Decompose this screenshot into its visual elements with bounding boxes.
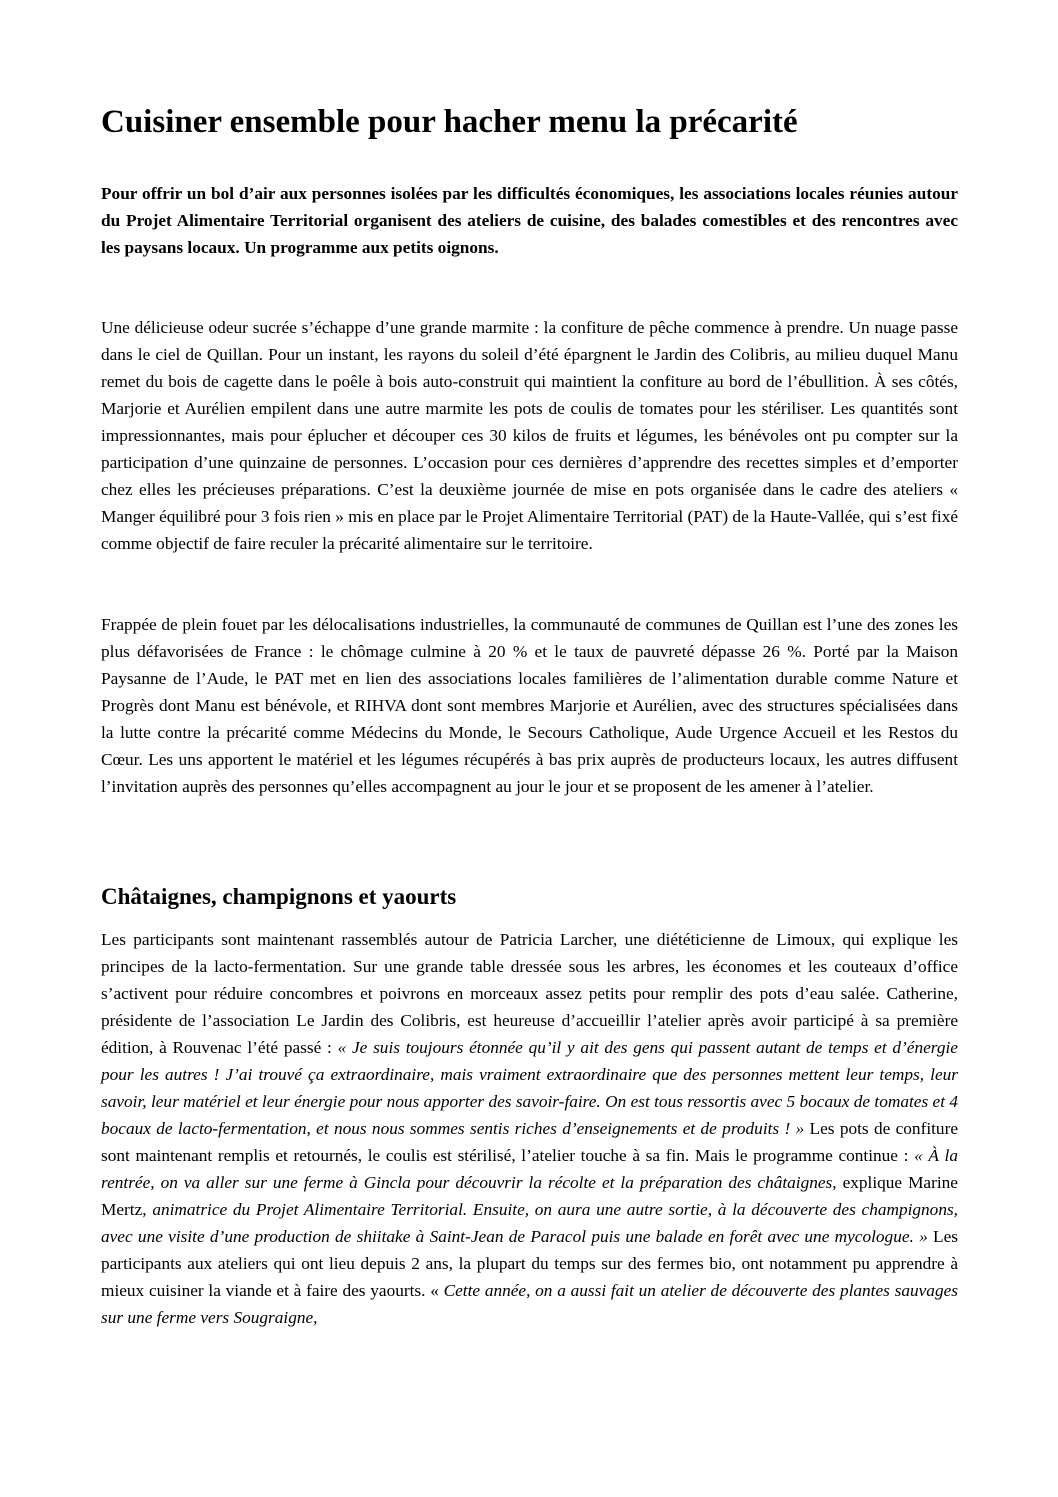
paragraph-section — [101, 926, 958, 1331]
text-run: Les participants aux ateliers qui ont lieu depuis 2 ans, la plupart du temps sur des fermes bio, ont notamment pu apprendre à mieux cuisiner la viande et à faire des yaourts. « — [101, 1227, 958, 1300]
text-run: Les pots de confiture sont maintenant remplis et retournés, le coulis est stérilisé, l’atelier touche à sa fin. Mais le programme continue : — [101, 1119, 958, 1165]
article-title: Cuisiner ensemble pour hacher menu la précarité — [101, 104, 798, 140]
quote-marine-1: « À la rentrée, on va aller sur une ferme à Gincla pour découvrir la récolte et la préparation des châtaignes, — [101, 1146, 958, 1192]
article-lead: Pour offrir un bol d’air aux personnes isolées par les difficultés économiques, les associations locales réunies autour du Projet Alimentaire Territorial organisent des ateliers de cuisine, des balades comestibles et des rencontres avec les paysans locaux. Un programme aux petits oignons. — [101, 184, 958, 257]
text-run: explique Marine Mertz, — [101, 1173, 958, 1219]
paragraph-intro: Une délicieuse odeur sucrée s’échappe d’une grande marmite : la confiture de pêche commence à prendre. Un nuage passe dans le ciel de Quillan. Pour un instant, les rayons du soleil d’été épargnent le Jardin des Colibris, au milieu duquel Manu remet du bois de cagette dans le poêle à bois auto-construit qui maintient la confiture au bord de l’ébullition. À ses côtés, Marjorie et Aurélien empilent dans une autre marmite les pots de coulis de tomates pour les stériliser. Les quantités sont impressionnantes, mais pour éplucher et découper ces 30 kilos de fruits et légumes, les bénévoles ont pu compter sur la participation d’une quinzaine de personnes. L’occasion pour ces dernières d’apprendre des recettes simples et d’emporter chez elles les précieuses préparations. C’est la deuxième journée de mise en pots organisée dans le cadre des ateliers « Manger équilibré pour 3 fois rien » mis en place par le Projet Alimentaire Territorial (PAT) de la Haute-Vallée, qui s’est fixé comme objectif de faire reculer la précarité alimentaire sur le territoire. — [101, 318, 958, 553]
quote-marine-2: animatrice du Projet Alimentaire Territorial. Ensuite, on aura une autre sortie, à la découverte des champignons, avec une visite d’une production de shiitake à Saint-Jean de Paracol puis une balade en forêt avec une mycologue. » — [101, 1200, 959, 1246]
quote-catherine: « Je suis toujours étonnée qu’il y ait des gens qui passent autant de temps et d’énergie pour les autres ! J’ai trouvé ça extraordinaire, mais vraiment extraordinaire que des personnes mettent leur temps, leur savoir, leur matériel et leur énergie pour nous apporter des savoir-faire. On est tous ressortis avec 5 bocaux de tomates et 4 bocaux de lacto-fermentation, et nous nous sommes sentis riches d’enseignements et de produits ! » — [101, 1038, 958, 1138]
section-heading: Châtaignes, champignons et yaourts — [101, 884, 457, 909]
text-run: Les participants sont maintenant rassemblés autour de Patricia Larcher, une diététicienne de Limoux, qui explique les principes de la lacto-fermentation. Sur une grande table dressée sous les arbres, les économes et les couteaux d’office s’activent pour réduire concombres et poivrons en morceaux assez petits pour remplir des pots d’eau salée. Catherine, présidente de l’association Le Jardin des Colibris, est heureuse d’accueillir l’atelier après avoir participé à sa première édition, à Rouvenac l’été passé : — [101, 930, 958, 1057]
paragraph-context: Frappée de plein fouet par les délocalisations industrielles, la communauté de communes de Quillan est l’une des zones les plus défavorisées de France : le chômage culmine à 20 % et le taux de pauvreté dépasse 26 %. Porté par la Maison Paysanne de l’Aude, le PAT met en lien des associations locales familières de l’alimentation durable comme Nature et Progrès dont Manu est bénévole, et RIHVA dont sont membres Marjorie et Aurélien, avec des structures spécialisées dans la lutte contre la précarité comme Médecins du Monde, le Secours Catholique, Aude Urgence Accueil et les Restos du Cœur. Les uns apportent le matériel et les légumes récupérés à bas prix auprès de producteurs locaux, les autres diffusent l’invitation auprès des personnes qu’elles accompagnent au jour le jour et se proposent de les amener à l’atelier. — [101, 615, 958, 796]
quote-plantes: Cette année, on a aussi fait un atelier de découverte des plantes sauvages sur une ferme vers Sougraigne, — [101, 1281, 958, 1327]
